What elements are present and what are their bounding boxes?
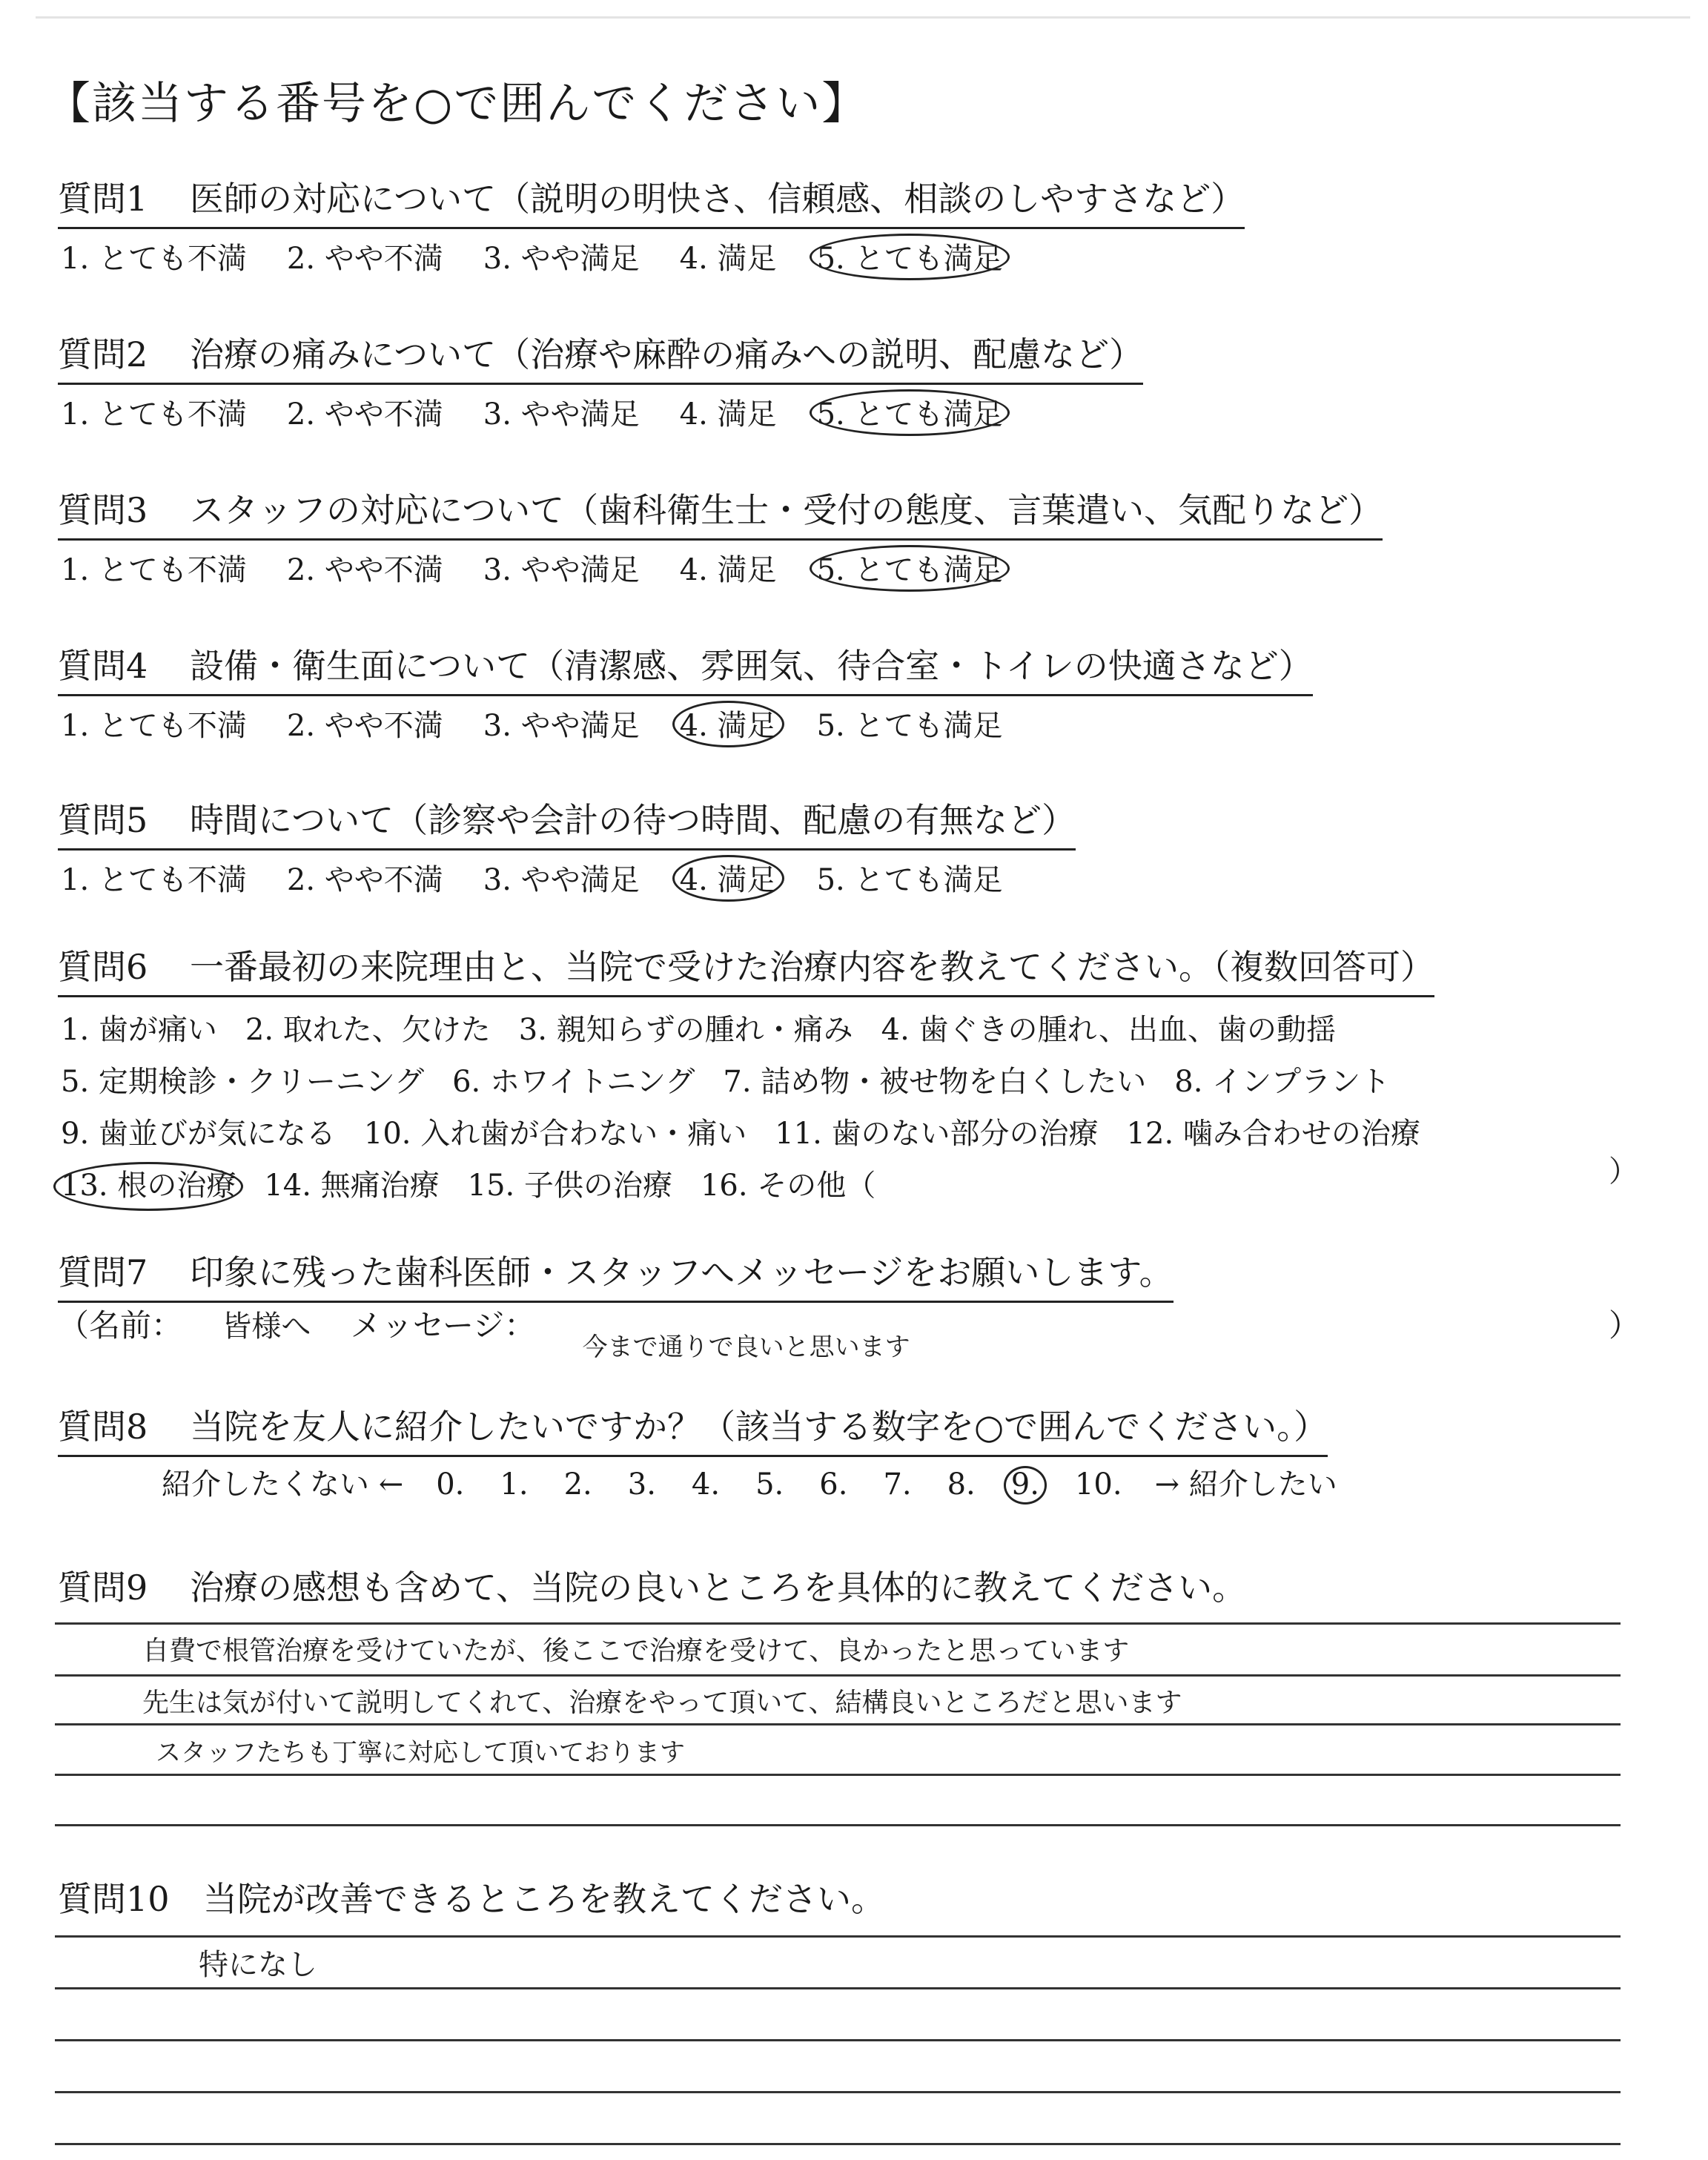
q8-scale-label: 10. bbox=[1074, 1467, 1122, 1502]
rating-option-label: 2. やや不満 bbox=[286, 553, 443, 587]
q8-scale-label: 8. bbox=[947, 1467, 976, 1502]
question-6-heading bbox=[58, 940, 1434, 997]
answer-rule bbox=[55, 1674, 1621, 1677]
q6-option-label: 9. 歯並びが気になる bbox=[61, 1117, 336, 1151]
q6-option-8[interactable] bbox=[1171, 1060, 1393, 1104]
rating-option-label: 2. やや不満 bbox=[286, 709, 443, 743]
q6-option-label: 15. 子供の治療 bbox=[467, 1169, 672, 1203]
q6-other-close: ） bbox=[1609, 1155, 1638, 1189]
rating-option-4[interactable] bbox=[677, 391, 780, 433]
question-5-heading bbox=[58, 793, 1076, 851]
form-title: 【該当する番号を○で囲んでください】 bbox=[46, 78, 868, 130]
rating-option-1[interactable] bbox=[58, 702, 250, 744]
q6-option-label: 6. ホワイトニング bbox=[452, 1065, 695, 1099]
q6-option-4[interactable] bbox=[878, 1008, 1339, 1052]
question-text: 当院が改善できるところを教えてください。 bbox=[203, 1879, 885, 1919]
question-1-heading bbox=[58, 172, 1245, 229]
q8-scale-2[interactable] bbox=[561, 1467, 595, 1502]
q8-scale-7[interactable] bbox=[880, 1467, 914, 1502]
q6-option-14[interactable] bbox=[261, 1163, 442, 1208]
rating-option-5[interactable] bbox=[814, 546, 1006, 589]
q6-option-1[interactable] bbox=[58, 1008, 220, 1052]
rating-option-5[interactable] bbox=[814, 702, 1006, 744]
question-4-heading bbox=[58, 639, 1313, 696]
rating-option-label: 1. とても不満 bbox=[61, 397, 247, 432]
q7-close: ） bbox=[1609, 1307, 1641, 1344]
q6-option-row bbox=[58, 1112, 1446, 1163]
question-10-heading bbox=[58, 1872, 885, 1921]
rating-option-2[interactable] bbox=[284, 702, 446, 744]
handwritten-answer[interactable]: 自費で根管治療を受けていたが、後ここで治療を受けて、良かったと思っています bbox=[142, 1636, 1130, 1666]
q8-scale-label: 0. bbox=[436, 1467, 465, 1502]
q8-left-label: 紹介したくない ← bbox=[162, 1467, 404, 1502]
rating-option-label: 5. とても満足 bbox=[814, 235, 1006, 277]
rating-option-4[interactable] bbox=[677, 702, 780, 744]
question-3-heading bbox=[58, 483, 1383, 541]
q8-scale-label: 4. bbox=[691, 1467, 721, 1502]
rating-option-1[interactable] bbox=[58, 235, 250, 277]
rating-option-label: 1. とても不満 bbox=[61, 242, 247, 276]
q8-scale-5[interactable] bbox=[752, 1467, 787, 1502]
question-text: 時間について（診察や会計の待つ時間、配慮の有無など） bbox=[190, 800, 1076, 840]
q7-message-label: メッセージ： bbox=[350, 1307, 536, 1344]
q6-option-label: 16. その他（ bbox=[700, 1169, 876, 1203]
rating-option-5[interactable] bbox=[814, 235, 1006, 277]
rating-option-label: 5. とても満足 bbox=[814, 546, 1006, 589]
rating-options bbox=[58, 856, 1076, 899]
question-text: 当院を友人に紹介したいですか？（該当する数字を○で囲んでください。） bbox=[190, 1407, 1328, 1447]
q6-option-label: 4. 歯ぐきの腫れ、出血、歯の動揺 bbox=[881, 1013, 1336, 1047]
q6-option-row bbox=[58, 1008, 1446, 1060]
answer-rule bbox=[55, 2091, 1621, 2093]
q6-option-7[interactable] bbox=[720, 1060, 1149, 1104]
q6-option-16[interactable] bbox=[698, 1163, 878, 1208]
rating-option-label: 4. 満足 bbox=[679, 242, 777, 276]
rating-option-label: 2. やや不満 bbox=[286, 397, 443, 432]
q6-option-label: 11. 歯のない部分の治療 bbox=[775, 1117, 1099, 1151]
q8-scale bbox=[162, 1461, 1367, 1503]
rating-option-5[interactable] bbox=[814, 391, 1006, 433]
answer-rule bbox=[55, 1622, 1621, 1625]
rating-option-1[interactable] bbox=[58, 856, 250, 899]
question-1 bbox=[58, 172, 1245, 277]
q8-scale-label: 6. bbox=[819, 1467, 848, 1502]
q8-scale-8[interactable] bbox=[944, 1467, 979, 1502]
q6-option-label: 2. 取れた、欠けた bbox=[245, 1013, 491, 1047]
question-4 bbox=[58, 639, 1313, 744]
top-rule bbox=[36, 16, 1690, 19]
rating-option-2[interactable] bbox=[284, 235, 446, 277]
question-7 bbox=[58, 1246, 1174, 1303]
question-text: 一番最初の来院理由と、当院で受けた治療内容を教えてください。（複数回答可） bbox=[190, 947, 1434, 987]
question-text: 医師の対応について（説明の明快さ、信頼感、相談のしやすさなど） bbox=[190, 179, 1245, 219]
rating-option-1[interactable] bbox=[58, 546, 250, 589]
rating-option-label: 4. 満足 bbox=[677, 702, 780, 744]
rating-option-label: 3. やや満足 bbox=[483, 863, 640, 897]
question-label: 質問5 bbox=[58, 800, 148, 840]
q8-scale-3[interactable] bbox=[625, 1467, 659, 1502]
question-9-heading bbox=[58, 1561, 1246, 1610]
rating-option-label: 3. やや満足 bbox=[483, 709, 640, 743]
q8-scale-6[interactable] bbox=[816, 1467, 850, 1502]
rating-options bbox=[58, 702, 1313, 744]
rating-option-label: 3. やや満足 bbox=[483, 397, 640, 432]
rating-option-1[interactable] bbox=[58, 391, 250, 433]
handwritten-answer[interactable]: スタッフたちも丁寧に対応して頂いております bbox=[156, 1738, 685, 1768]
q6-option-3[interactable] bbox=[516, 1008, 856, 1052]
q8-scale-label: 3. bbox=[627, 1467, 656, 1502]
rating-option-3[interactable] bbox=[480, 235, 643, 277]
rating-option-4[interactable] bbox=[677, 235, 780, 277]
q6-option-label: 5. 定期検診・クリーニング bbox=[61, 1065, 425, 1099]
rating-option-2[interactable] bbox=[284, 856, 446, 899]
q7-message-value[interactable]: 今まで通りで良いと思います bbox=[582, 1332, 910, 1362]
question-text: 設備・衛生面について（清潔感、雰囲気、待合室・トイレの快適さなど） bbox=[190, 646, 1313, 686]
rating-option-4[interactable] bbox=[677, 546, 780, 589]
rating-options bbox=[58, 235, 1245, 277]
rating-option-2[interactable] bbox=[284, 546, 446, 589]
q7-name-prefix: （名前： bbox=[58, 1307, 183, 1344]
q6-option-11[interactable] bbox=[772, 1112, 1101, 1156]
q6-option-label: 8. インプラント bbox=[1174, 1065, 1391, 1099]
q6-option-label: 7. 詰め物・被せ物を白くしたい bbox=[723, 1065, 1147, 1099]
q7-name-value[interactable]: 皆様へ bbox=[222, 1309, 311, 1344]
question-label: 質問4 bbox=[58, 646, 148, 686]
rating-options bbox=[58, 546, 1383, 589]
question-6 bbox=[58, 940, 1446, 1215]
question-2-heading bbox=[58, 328, 1143, 385]
rating-option-4[interactable] bbox=[677, 856, 780, 899]
handwritten-answer[interactable]: 先生は気が付いて説明してくれて、治療をやって頂いて、結構良いところだと思います bbox=[142, 1688, 1182, 1718]
question-label: 質問10 bbox=[58, 1879, 170, 1919]
rating-option-label: 4. 満足 bbox=[679, 553, 777, 587]
rating-option-3[interactable] bbox=[480, 702, 643, 744]
q6-option-label: 1. 歯が痛い bbox=[61, 1013, 217, 1047]
q6-option-label: 10. 入れ歯が合わない・痛い bbox=[363, 1117, 747, 1151]
question-label: 質問6 bbox=[58, 947, 148, 987]
answer-rule bbox=[55, 1774, 1621, 1776]
question-10 bbox=[58, 1872, 885, 1921]
question-label: 質問1 bbox=[58, 179, 148, 219]
rating-option-label: 2. やや不満 bbox=[286, 863, 443, 897]
rating-option-label: 3. やや満足 bbox=[483, 553, 640, 587]
q6-option-13[interactable] bbox=[58, 1163, 239, 1208]
q6-option-label: 12. 噛み合わせの治療 bbox=[1126, 1117, 1420, 1151]
answer-rule bbox=[55, 1824, 1621, 1826]
q8-scale-1[interactable] bbox=[497, 1467, 531, 1502]
rating-option-label: 4. 満足 bbox=[679, 397, 777, 432]
answer-rule bbox=[55, 1935, 1621, 1938]
question-label: 質問8 bbox=[58, 1407, 148, 1447]
handwritten-answer[interactable]: 特になし bbox=[199, 1948, 317, 1982]
question-text: 治療の痛みについて（治療や麻酔の痛みへの説明、配慮など） bbox=[190, 334, 1144, 374]
q6-option-row bbox=[58, 1163, 1446, 1215]
answer-rule bbox=[55, 1987, 1621, 1989]
rating-option-label: 5. とても満足 bbox=[816, 709, 1003, 743]
q8-right-label: → 紹介したい bbox=[1154, 1467, 1337, 1502]
q6-option-5[interactable] bbox=[58, 1060, 427, 1104]
rating-option-3[interactable] bbox=[480, 391, 643, 433]
question-7-heading bbox=[58, 1246, 1174, 1303]
question-9 bbox=[58, 1561, 1246, 1610]
rating-option-3[interactable] bbox=[480, 856, 643, 899]
question-text: 印象に残った歯科医師・スタッフへメッセージをお願いします。 bbox=[190, 1252, 1174, 1292]
question-5 bbox=[58, 793, 1076, 899]
q6-option-label: 14. 無痛治療 bbox=[264, 1169, 440, 1203]
question-8-heading bbox=[58, 1400, 1328, 1457]
rating-option-5[interactable] bbox=[814, 856, 1006, 899]
rating-option-label: 1. とても不満 bbox=[61, 709, 247, 743]
rating-option-label: 2. やや不満 bbox=[286, 242, 443, 276]
rating-option-3[interactable] bbox=[480, 546, 643, 589]
q6-option-9[interactable] bbox=[58, 1112, 339, 1156]
q6-option-10[interactable] bbox=[361, 1112, 749, 1156]
rating-option-label: 1. とても不満 bbox=[61, 863, 247, 897]
answer-rule bbox=[55, 2039, 1621, 2041]
question-2 bbox=[58, 328, 1143, 433]
question-text: スタッフの対応について（歯科衛生士・受付の態度、言葉遣い、気配りなど） bbox=[190, 490, 1383, 530]
q8-scale-label: 1. bbox=[500, 1467, 529, 1502]
q6-option-label: 13. 根の治療 bbox=[58, 1163, 239, 1208]
q8-scale-4[interactable] bbox=[689, 1467, 723, 1502]
q8-scale-label: 5. bbox=[755, 1467, 784, 1502]
question-label: 質問7 bbox=[58, 1252, 148, 1292]
q8-scale-0[interactable] bbox=[433, 1467, 467, 1502]
q6-option-15[interactable] bbox=[465, 1163, 675, 1208]
q8-scale-label: 9. bbox=[1008, 1467, 1042, 1502]
q6-option-6[interactable] bbox=[449, 1060, 698, 1104]
question-label: 質問3 bbox=[58, 490, 148, 530]
rating-option-2[interactable] bbox=[284, 391, 446, 433]
q8-scale-10[interactable] bbox=[1072, 1467, 1125, 1502]
q8-scale-label: 2. bbox=[563, 1467, 592, 1502]
rating-option-label: 4. 満足 bbox=[677, 856, 780, 899]
q8-scale-label: 7. bbox=[883, 1467, 912, 1502]
rating-option-label: 1. とても不満 bbox=[61, 553, 247, 587]
q8-scale-9[interactable] bbox=[1008, 1467, 1042, 1502]
rating-option-label: 3. やや満足 bbox=[483, 242, 640, 276]
q7-answer-line bbox=[58, 1301, 910, 1362]
question-label: 質問2 bbox=[58, 334, 148, 374]
question-text: 治療の感想も含めて、当院の良いところを具体的に教えてください。 bbox=[190, 1568, 1247, 1608]
answer-rule bbox=[55, 1723, 1621, 1725]
question-8 bbox=[58, 1400, 1328, 1457]
q6-option-12[interactable] bbox=[1124, 1112, 1423, 1156]
question-3 bbox=[58, 483, 1383, 589]
rating-option-label: 5. とても満足 bbox=[814, 391, 1006, 433]
rating-options bbox=[58, 391, 1143, 433]
q6-option-row bbox=[58, 1060, 1446, 1112]
rating-option-label: 5. とても満足 bbox=[816, 863, 1003, 897]
answer-rule bbox=[55, 2143, 1621, 2145]
question-6-options bbox=[58, 1008, 1446, 1215]
question-label: 質問9 bbox=[58, 1568, 148, 1608]
q6-option-label: 3. 親知らずの腫れ・痛み bbox=[518, 1013, 853, 1047]
q6-option-2[interactable] bbox=[242, 1008, 494, 1052]
